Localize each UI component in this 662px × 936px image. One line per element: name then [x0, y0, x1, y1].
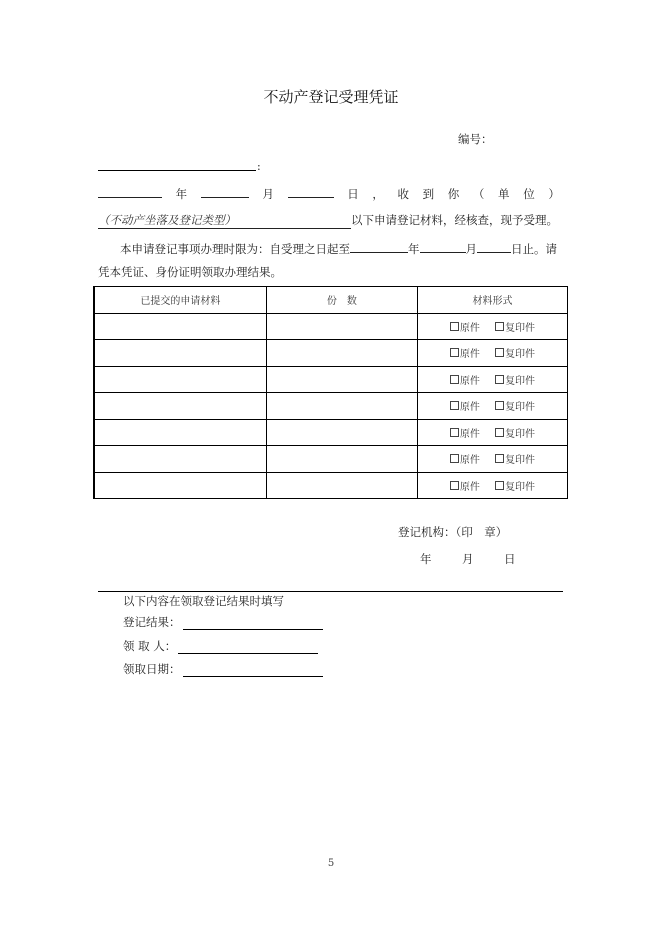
- original-option[interactable]: [450, 402, 480, 413]
- original-option[interactable]: [450, 455, 480, 466]
- checkbox-icon[interactable]: [450, 348, 459, 357]
- table-row: [94, 446, 568, 473]
- option-label: 复印件: [505, 375, 536, 387]
- deadline-line2: 凭本凭证、身份证明领取办理结果。: [98, 265, 282, 279]
- property-location-field[interactable]: （不动产坐落及登记类型）: [98, 212, 351, 229]
- table-row: [94, 366, 568, 393]
- copy-option[interactable]: [495, 482, 535, 493]
- copy-option[interactable]: [495, 323, 535, 334]
- table-header-row: [94, 287, 568, 314]
- result-field[interactable]: [183, 617, 323, 630]
- deadline-sentence: [120, 240, 557, 257]
- option-label: 原件: [459, 322, 480, 334]
- count-cell[interactable]: [266, 393, 417, 420]
- table-row: [94, 419, 568, 446]
- option-label: 原件: [459, 375, 480, 387]
- text-char: 单: [498, 187, 510, 201]
- materials-table: [93, 286, 568, 499]
- collection-date-label: 领取日期：: [123, 662, 181, 676]
- checkbox-icon[interactable]: [495, 454, 504, 463]
- checkbox-icon[interactable]: [495, 348, 504, 357]
- result-label: 登记结果：: [123, 615, 181, 629]
- date-field-row: [123, 661, 323, 677]
- deadline-year-label: 年: [408, 242, 420, 256]
- copy-option[interactable]: [495, 376, 535, 387]
- table-row: [94, 313, 568, 340]
- copy-option[interactable]: [495, 349, 535, 360]
- option-label: 复印件: [505, 481, 536, 493]
- option-label: 原件: [459, 481, 480, 493]
- form-cell: [417, 472, 567, 499]
- checkbox-icon[interactable]: [495, 375, 504, 384]
- collection-note: 以下内容在领取登记结果时填写: [123, 594, 284, 608]
- original-option[interactable]: [450, 349, 480, 360]
- form-cell: [417, 446, 567, 473]
- received-day-field[interactable]: [288, 185, 334, 198]
- copy-option[interactable]: [495, 455, 535, 466]
- deadline-year-field[interactable]: [350, 240, 408, 253]
- collection-date-field[interactable]: [183, 664, 323, 677]
- form-cell: [417, 340, 567, 367]
- option-label: 原件: [459, 349, 480, 361]
- material-cell[interactable]: [94, 446, 266, 473]
- text-char: 位: [523, 187, 535, 201]
- count-cell[interactable]: [266, 366, 417, 393]
- checkbox-icon[interactable]: [495, 401, 504, 410]
- deadline-prefix: 本申请登记事项办理时限为：自受理之日起至: [120, 242, 350, 256]
- copy-option[interactable]: [495, 402, 535, 413]
- original-option[interactable]: [450, 323, 480, 334]
- deadline-month-field[interactable]: [420, 240, 466, 253]
- form-cell: [417, 366, 567, 393]
- text-char: 到: [422, 187, 435, 201]
- material-cell[interactable]: [94, 393, 266, 420]
- year-label: 年: [175, 187, 188, 201]
- checkbox-icon[interactable]: [450, 375, 459, 384]
- header-count: 份 数: [266, 287, 417, 314]
- table-row: [94, 472, 568, 499]
- checkbox-icon[interactable]: [450, 401, 459, 410]
- original-option[interactable]: [450, 429, 480, 440]
- comma: ，: [372, 187, 384, 201]
- document-title: 不动产登记受理凭证: [263, 88, 399, 106]
- property-sentence: [98, 212, 558, 229]
- checkbox-icon[interactable]: [495, 481, 504, 490]
- option-label: 复印件: [505, 455, 536, 467]
- count-cell[interactable]: [266, 446, 417, 473]
- accept-text: 以下申请登记材料，经核查，现予受理。: [351, 213, 558, 227]
- count-cell[interactable]: [266, 472, 417, 499]
- count-cell[interactable]: [266, 419, 417, 446]
- received-month-field[interactable]: [201, 185, 249, 198]
- page-number: 5: [327, 858, 335, 869]
- form-cell: [417, 393, 567, 420]
- registration-authority-seal: 登记机构：（印 章）: [398, 525, 508, 539]
- month-label: 月: [262, 187, 274, 201]
- material-cell[interactable]: [94, 419, 266, 446]
- text-char: （: [472, 187, 485, 201]
- collector-label: 领 取 人：: [123, 639, 177, 653]
- count-cell[interactable]: [266, 340, 417, 367]
- checkbox-icon[interactable]: [450, 322, 459, 331]
- original-option[interactable]: [450, 376, 480, 387]
- material-cell[interactable]: [94, 313, 266, 340]
- option-label: 原件: [459, 455, 480, 467]
- seal-day-label: 日: [504, 552, 516, 566]
- text-char: ）: [548, 187, 560, 201]
- seal-date: [420, 551, 546, 567]
- received-year-field[interactable]: [98, 185, 162, 198]
- original-option[interactable]: [450, 482, 480, 493]
- checkbox-icon[interactable]: [495, 322, 504, 331]
- table-row: [94, 393, 568, 420]
- count-cell[interactable]: [266, 313, 417, 340]
- result-field-row: [123, 614, 323, 630]
- material-cell[interactable]: [94, 340, 266, 367]
- recipient-colon: :: [257, 160, 261, 173]
- option-label: 复印件: [505, 322, 536, 334]
- material-cell[interactable]: [94, 366, 266, 393]
- option-label: 原件: [459, 402, 480, 414]
- copy-option[interactable]: [495, 429, 535, 440]
- material-cell[interactable]: [94, 472, 266, 499]
- table-row: [94, 340, 568, 367]
- text-char: 你: [447, 187, 460, 201]
- checkbox-icon[interactable]: [450, 428, 459, 437]
- section-divider: [98, 591, 563, 592]
- day-label: 日: [347, 187, 359, 201]
- text-char: 收: [397, 187, 409, 201]
- collector-field[interactable]: [178, 641, 318, 654]
- recipient-name-field[interactable]: [98, 170, 256, 171]
- deadline-month-label: 月: [465, 242, 477, 256]
- form-cell: [417, 313, 567, 340]
- option-label: 复印件: [505, 428, 536, 440]
- option-label: 复印件: [505, 349, 536, 361]
- header-materials: 已提交的申请材料: [94, 287, 266, 314]
- checkbox-icon[interactable]: [450, 481, 459, 490]
- option-label: 原件: [459, 428, 480, 440]
- seal-year-label: 年: [420, 552, 432, 566]
- checkbox-icon[interactable]: [450, 454, 459, 463]
- form-cell: [417, 419, 567, 446]
- serial-number-label: 编号：: [458, 132, 493, 146]
- seal-month-label: 月: [462, 552, 474, 566]
- receipt-date-sentence: [98, 185, 560, 202]
- deadline-day-field[interactable]: [477, 240, 511, 253]
- option-label: 复印件: [505, 402, 536, 414]
- deadline-suffix: 日止。请: [511, 242, 557, 256]
- recipient-field-row: [123, 638, 318, 654]
- header-form: 材料形式: [417, 287, 567, 314]
- checkbox-icon[interactable]: [495, 428, 504, 437]
